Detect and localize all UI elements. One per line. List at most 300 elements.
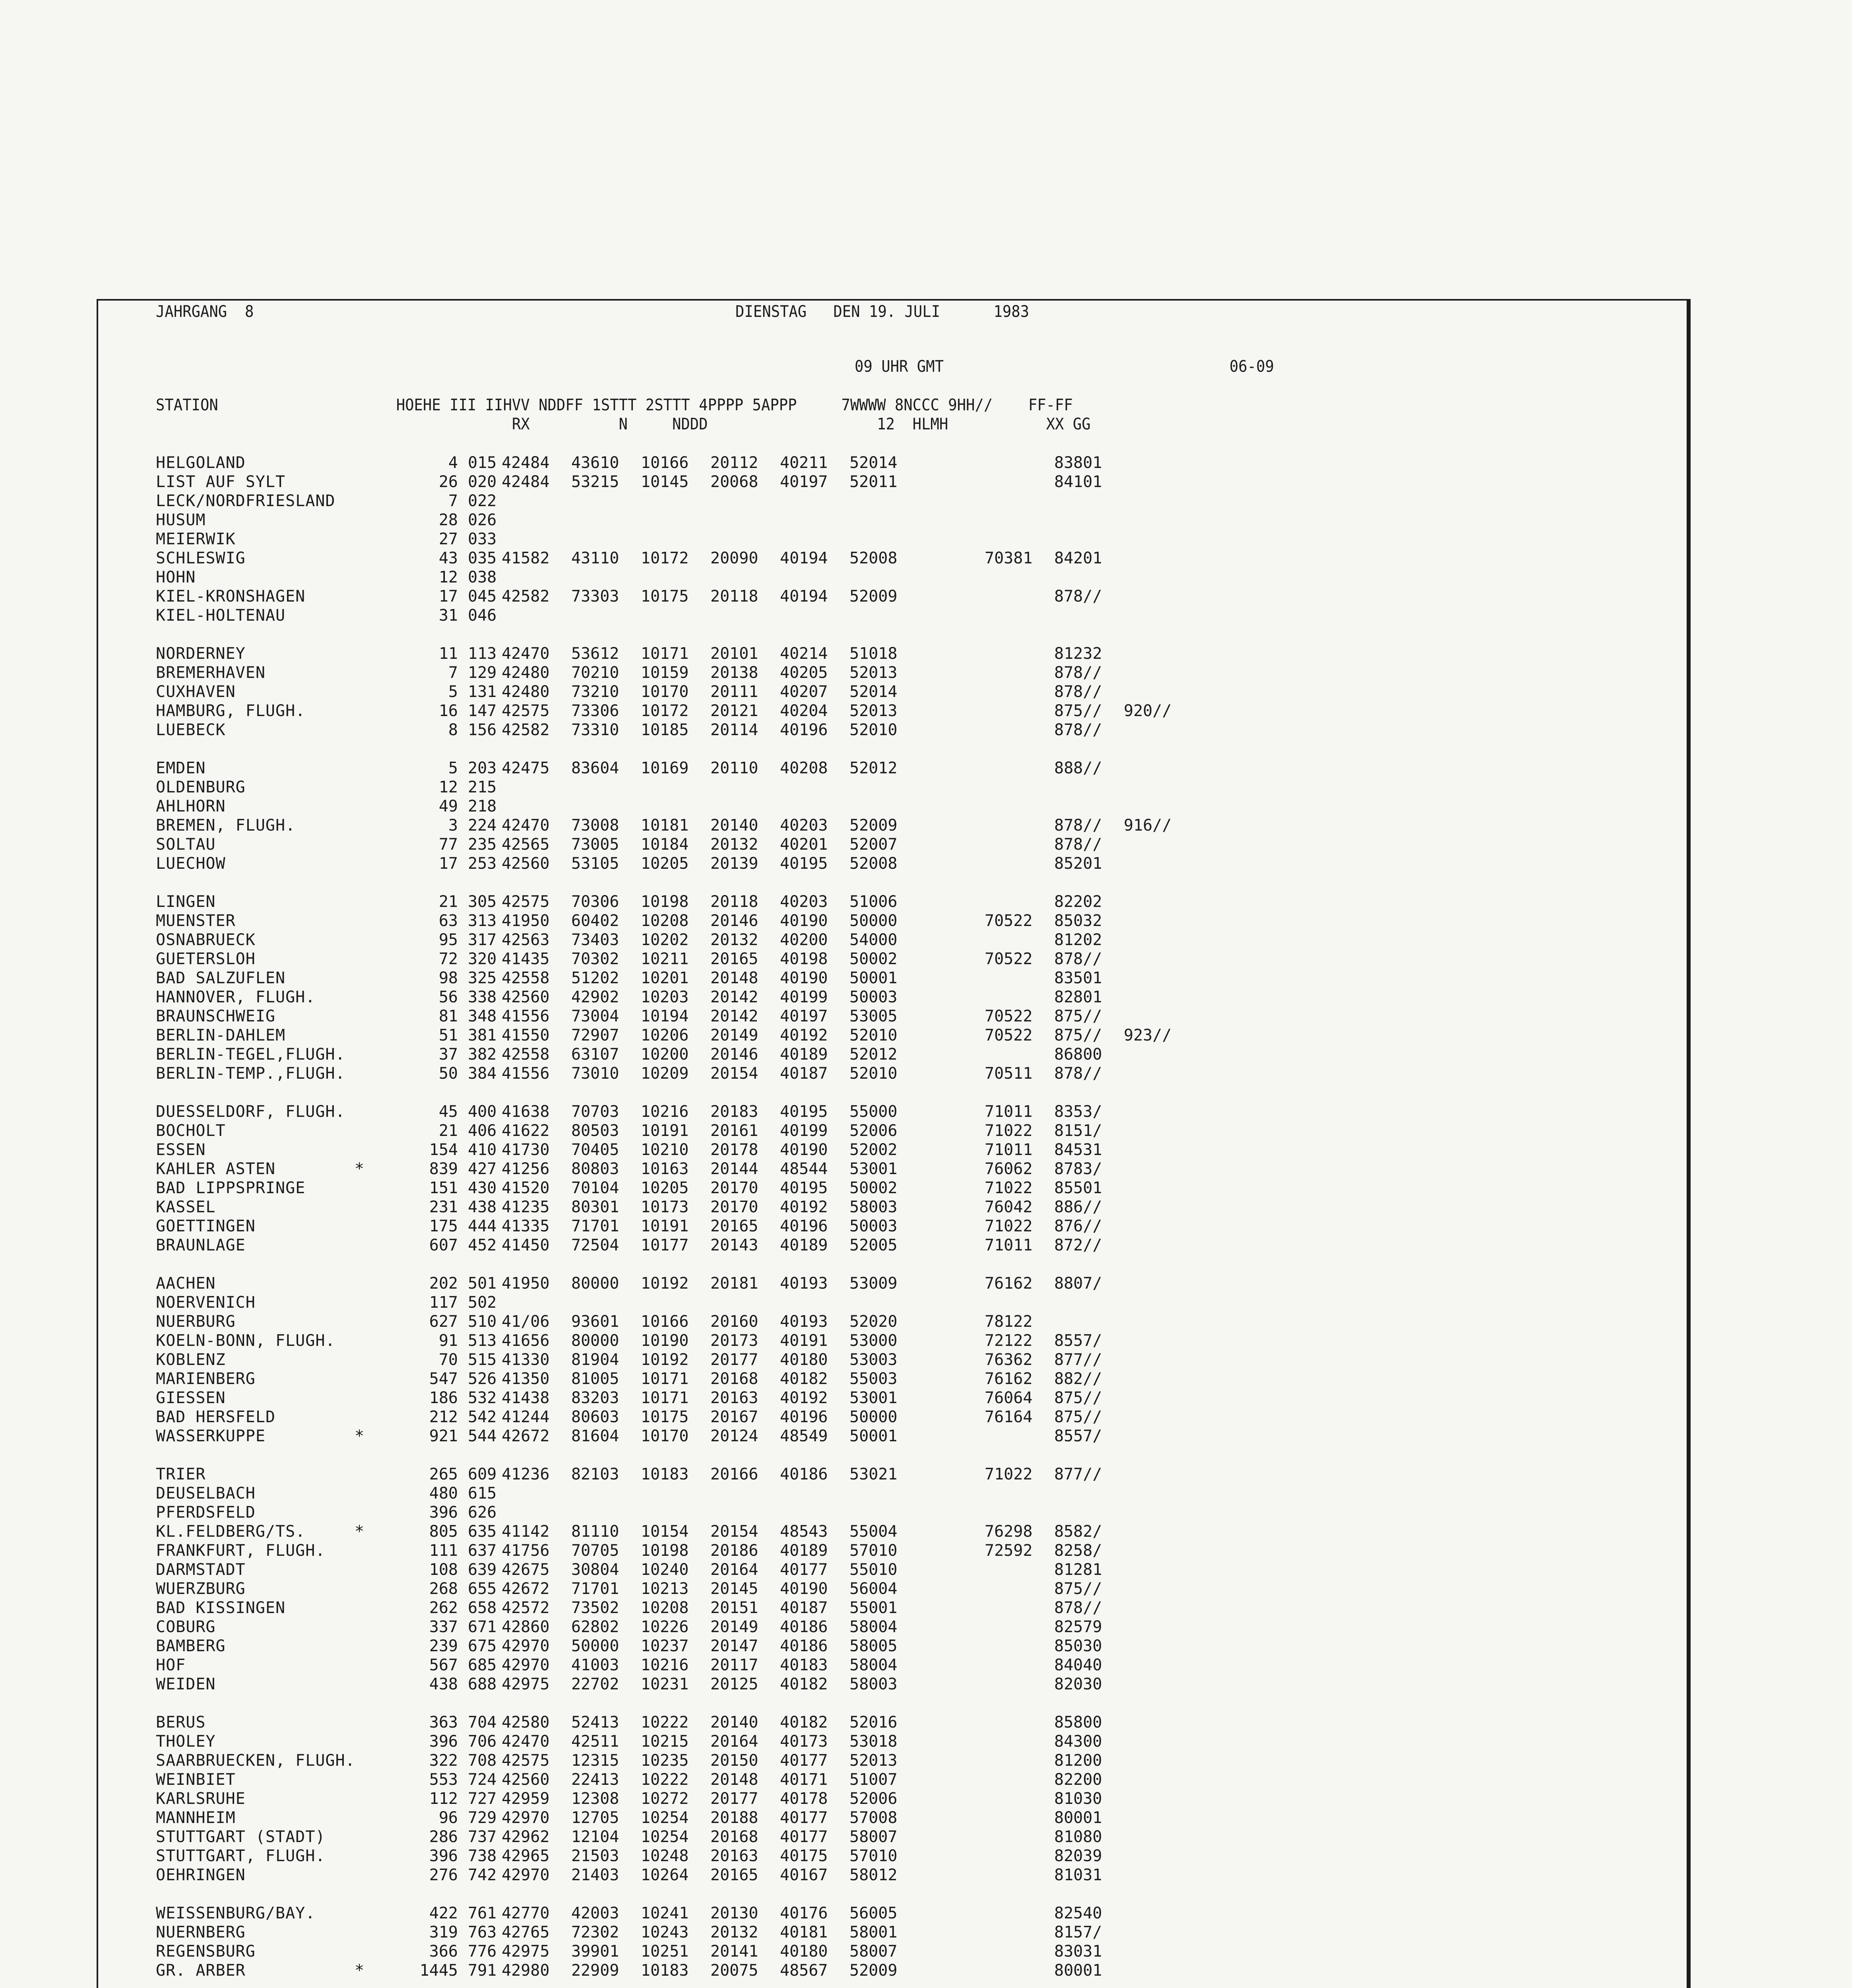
cell-iii: 776 bbox=[468, 1942, 497, 1961]
cell-iihvv: 42480 bbox=[502, 683, 550, 701]
cell-s4: 40197 bbox=[780, 473, 828, 491]
cell-iii: 671 bbox=[468, 1618, 497, 1636]
cell-s2: 20163 bbox=[710, 1389, 758, 1407]
cell-s8: 872// bbox=[1054, 1236, 1102, 1254]
cell-s5: 52006 bbox=[849, 1122, 898, 1140]
cell-nddff: 71701 bbox=[571, 1580, 619, 1598]
cell-s5: 52013 bbox=[849, 702, 898, 720]
cell-iihvv: 41556 bbox=[502, 1064, 550, 1083]
cell-iihvv: 42560 bbox=[502, 988, 550, 1006]
cell-hoehe: 154 bbox=[429, 1141, 458, 1159]
cell-nddff: 73403 bbox=[571, 931, 619, 949]
cell-hoehe: 56 bbox=[438, 988, 458, 1006]
cell-iii: 502 bbox=[468, 1293, 497, 1312]
cell-iii: 382 bbox=[468, 1045, 497, 1064]
cell-s1: 10184 bbox=[641, 835, 689, 854]
cell-s4: 40177 bbox=[780, 1828, 828, 1846]
cell-s4: 40190 bbox=[780, 1580, 828, 1598]
cell-s1: 10251 bbox=[641, 1942, 689, 1961]
cell-s8: 81080 bbox=[1054, 1828, 1102, 1846]
cell-iii: 658 bbox=[468, 1599, 497, 1617]
cell-nddff: 70703 bbox=[571, 1103, 619, 1121]
cell-s1: 10235 bbox=[641, 1751, 689, 1770]
cell-s1: 10172 bbox=[641, 549, 689, 567]
cell-iii: 045 bbox=[468, 587, 497, 606]
cell-s5: 58007 bbox=[849, 1942, 898, 1961]
cell-s2: 20142 bbox=[710, 1007, 758, 1025]
cell-s1: 10272 bbox=[641, 1790, 689, 1808]
cell-nddff: 43610 bbox=[571, 454, 619, 472]
cell-s1: 10171 bbox=[641, 1389, 689, 1407]
station-name: ESSEN bbox=[156, 1141, 206, 1159]
cell-nddff: 12104 bbox=[571, 1828, 619, 1846]
cell-s8: 83031 bbox=[1054, 1942, 1102, 1961]
cell-s2: 20140 bbox=[710, 1713, 758, 1732]
station-name: REGENSBURG bbox=[156, 1942, 256, 1961]
cell-hoehe: 438 bbox=[429, 1675, 458, 1693]
cell-iii: 035 bbox=[468, 549, 497, 567]
station-name: KASSEL bbox=[156, 1198, 216, 1216]
cell-hoehe: 96 bbox=[438, 1809, 458, 1827]
cell-iii: 305 bbox=[468, 893, 497, 911]
cell-iii: 501 bbox=[468, 1274, 497, 1293]
cell-s4: 48567 bbox=[780, 1961, 828, 1980]
cell-s4: 40200 bbox=[780, 931, 828, 949]
mountain-station-marker: * bbox=[355, 1961, 365, 1980]
cell-s4: 48549 bbox=[780, 1427, 828, 1445]
cell-iii: 320 bbox=[468, 950, 497, 968]
station-name: COBURG bbox=[156, 1618, 216, 1636]
cell-iihvv: 42558 bbox=[502, 1045, 550, 1064]
cell-s2: 20186 bbox=[710, 1541, 758, 1560]
cell-s4: 40189 bbox=[780, 1236, 828, 1254]
cell-s1: 10208 bbox=[641, 1599, 689, 1617]
cell-nddff: 83203 bbox=[571, 1389, 619, 1407]
cell-hoehe: 366 bbox=[429, 1942, 458, 1961]
cell-iihvv: 42980 bbox=[502, 1961, 550, 1980]
cell-iii: 381 bbox=[468, 1026, 497, 1044]
cell-s5: 53000 bbox=[849, 1332, 898, 1350]
station-name: NORDERNEY bbox=[156, 645, 246, 663]
cell-s7: 76298 bbox=[985, 1522, 1033, 1541]
cell-s4: 40195 bbox=[780, 1103, 828, 1121]
cell-s2: 20168 bbox=[710, 1370, 758, 1388]
cell-nddff: 71701 bbox=[571, 1217, 619, 1235]
cell-s1: 10254 bbox=[641, 1809, 689, 1827]
cell-hoehe: 3 bbox=[448, 816, 458, 835]
cell-s2: 20166 bbox=[710, 1465, 758, 1483]
cell-iihvv: 41556 bbox=[502, 1007, 550, 1025]
cell-iihvv: 41730 bbox=[502, 1141, 550, 1159]
cell-s8: 875// bbox=[1054, 1007, 1102, 1025]
cell-s5: 52010 bbox=[849, 721, 898, 739]
cell-iii: 203 bbox=[468, 759, 497, 777]
cell-nddff: 81604 bbox=[571, 1427, 619, 1445]
cell-nddff: 73008 bbox=[571, 816, 619, 835]
cell-nddff: 73502 bbox=[571, 1599, 619, 1617]
cell-iihvv: 41335 bbox=[502, 1217, 550, 1235]
cell-s7: 76362 bbox=[985, 1351, 1033, 1369]
cell-s1: 10191 bbox=[641, 1217, 689, 1235]
cell-iii: 763 bbox=[468, 1923, 497, 1941]
cell-iii: 113 bbox=[468, 645, 497, 663]
cell-iihvv: 42975 bbox=[502, 1675, 550, 1693]
cell-s8: 85032 bbox=[1054, 912, 1102, 930]
cell-iii: 131 bbox=[468, 683, 497, 701]
cell-s2: 20163 bbox=[710, 1847, 758, 1865]
cell-iii: 655 bbox=[468, 1580, 497, 1598]
cell-iii: 406 bbox=[468, 1122, 497, 1140]
cell-s5: 54000 bbox=[849, 931, 898, 949]
cell-s2: 20178 bbox=[710, 1141, 758, 1159]
cell-s7: 76162 bbox=[985, 1370, 1033, 1388]
cell-iihvv: 42962 bbox=[502, 1828, 550, 1846]
cell-s4: 40204 bbox=[780, 702, 828, 720]
cell-iii: 510 bbox=[468, 1312, 497, 1331]
cell-s5: 51007 bbox=[849, 1771, 898, 1789]
cell-iihvv: 42575 bbox=[502, 1751, 550, 1770]
cell-s2: 20148 bbox=[710, 969, 758, 987]
cell-iii: 235 bbox=[468, 835, 497, 854]
cell-hoehe: 70 bbox=[438, 1351, 458, 1369]
cell-s4: 40189 bbox=[780, 1541, 828, 1560]
cell-s4: 40173 bbox=[780, 1732, 828, 1751]
cell-s2: 20154 bbox=[710, 1522, 758, 1541]
cell-iii: 400 bbox=[468, 1103, 497, 1121]
cell-s8: 876// bbox=[1054, 1217, 1102, 1235]
cell-nddff: 52413 bbox=[571, 1713, 619, 1732]
cell-s5: 53009 bbox=[849, 1274, 898, 1293]
cell-s7: 76042 bbox=[985, 1198, 1033, 1216]
cell-s8: 8582/ bbox=[1054, 1522, 1102, 1541]
cell-s8: 878// bbox=[1054, 950, 1102, 968]
cell-iihvv: 42470 bbox=[502, 1732, 550, 1751]
cell-s8: 82030 bbox=[1054, 1675, 1102, 1693]
cell-nddff: 93601 bbox=[571, 1312, 619, 1331]
cell-s1: 10222 bbox=[641, 1713, 689, 1732]
cell-hoehe: 805 bbox=[429, 1522, 458, 1541]
cell-s4: 40186 bbox=[780, 1618, 828, 1636]
cell-s4: 40198 bbox=[780, 950, 828, 968]
cell-s2: 20160 bbox=[710, 1312, 758, 1331]
cell-iihvv: 42572 bbox=[502, 1599, 550, 1617]
station-name: WASSERKUPPE bbox=[156, 1427, 266, 1445]
cell-s1: 10145 bbox=[641, 473, 689, 491]
cell-s1: 10169 bbox=[641, 759, 689, 777]
cell-nddff: 21503 bbox=[571, 1847, 619, 1865]
observation-period: 06-09 bbox=[1229, 357, 1274, 376]
station-name: HAMBURG, FLUGH. bbox=[156, 702, 306, 720]
cell-s1: 10243 bbox=[641, 1923, 689, 1941]
cell-s8: 8353/ bbox=[1054, 1103, 1102, 1121]
cell-s2: 20164 bbox=[710, 1561, 758, 1579]
cell-hoehe: 286 bbox=[429, 1828, 458, 1846]
cell-s4: 40196 bbox=[780, 1408, 828, 1426]
cell-s5: 50002 bbox=[849, 950, 898, 968]
cell-iihvv: 41520 bbox=[502, 1179, 550, 1197]
cell-s1: 10206 bbox=[641, 1026, 689, 1044]
cell-iii: 325 bbox=[468, 969, 497, 987]
cell-s2: 20188 bbox=[710, 1809, 758, 1827]
cell-s2: 20151 bbox=[710, 1599, 758, 1617]
cell-s5: 50000 bbox=[849, 912, 898, 930]
cell-iii: 609 bbox=[468, 1465, 497, 1483]
cell-s4: 40180 bbox=[780, 1942, 828, 1961]
cell-hoehe: 202 bbox=[429, 1274, 458, 1293]
cell-s8: 8783/ bbox=[1054, 1160, 1102, 1178]
cell-s8: 875// bbox=[1054, 1389, 1102, 1407]
cell-iii: 526 bbox=[468, 1370, 497, 1388]
station-name: WUERZBURG bbox=[156, 1580, 246, 1598]
cell-nddff: 81110 bbox=[571, 1522, 619, 1541]
cell-s1: 10154 bbox=[641, 1522, 689, 1541]
cell-s8: 85800 bbox=[1054, 1713, 1102, 1732]
cell-s2: 20146 bbox=[710, 1045, 758, 1064]
cell-iihvv: 42580 bbox=[502, 1713, 550, 1732]
cell-iihvv: 42770 bbox=[502, 1904, 550, 1922]
cell-iihvv: 41582 bbox=[502, 549, 550, 567]
cell-s8: 84201 bbox=[1054, 549, 1102, 567]
cell-hoehe: 49 bbox=[438, 797, 458, 815]
cell-s2: 20101 bbox=[710, 645, 758, 663]
cell-s7: 70381 bbox=[985, 549, 1033, 567]
cell-s8: 878// bbox=[1054, 664, 1102, 682]
cell-s5: 52008 bbox=[849, 549, 898, 567]
cell-s8: 80001 bbox=[1054, 1961, 1102, 1980]
mountain-station-marker: * bbox=[355, 1160, 365, 1178]
cell-iii: 147 bbox=[468, 702, 497, 720]
cell-s4: 40182 bbox=[780, 1713, 828, 1732]
cell-hoehe: 95 bbox=[438, 931, 458, 949]
cell-s4: 40194 bbox=[780, 549, 828, 567]
cell-s8: 8557/ bbox=[1054, 1427, 1102, 1445]
cell-s2: 20132 bbox=[710, 1923, 758, 1941]
cell-iii: 635 bbox=[468, 1522, 497, 1541]
cell-iii: 738 bbox=[468, 1847, 497, 1865]
cell-nddff: 70705 bbox=[571, 1541, 619, 1560]
station-name: KOELN-BONN, FLUGH. bbox=[156, 1332, 335, 1350]
station-name: BOCHOLT bbox=[156, 1122, 226, 1140]
cell-s2: 20146 bbox=[710, 912, 758, 930]
cell-hoehe: 17 bbox=[438, 587, 458, 606]
cell-s2: 20118 bbox=[710, 893, 758, 911]
cell-iii: 685 bbox=[468, 1656, 497, 1674]
cell-nddff: 63107 bbox=[571, 1045, 619, 1064]
cell-s1: 10177 bbox=[641, 1236, 689, 1254]
cell-s2: 20170 bbox=[710, 1179, 758, 1197]
cell-iii: 215 bbox=[468, 778, 497, 796]
station-name: WEINBIET bbox=[156, 1771, 236, 1789]
cell-s1: 10166 bbox=[641, 1312, 689, 1331]
cell-s4: 40197 bbox=[780, 1007, 828, 1025]
cell-nddff: 60402 bbox=[571, 912, 619, 930]
cell-s1: 10201 bbox=[641, 969, 689, 987]
cell-s8: 85501 bbox=[1054, 1179, 1102, 1197]
cell-s8: 84300 bbox=[1054, 1732, 1102, 1751]
cell-s8: 875// bbox=[1054, 1408, 1102, 1426]
cell-iii: 724 bbox=[468, 1771, 497, 1789]
cell-s4: 40187 bbox=[780, 1064, 828, 1083]
observation-time: 09 UHR GMT bbox=[855, 357, 944, 376]
cell-s9: 916// bbox=[1124, 816, 1172, 835]
station-name: SCHLESWIG bbox=[156, 549, 246, 567]
cell-s4: 40199 bbox=[780, 988, 828, 1006]
cell-nddff: 80000 bbox=[571, 1332, 619, 1350]
station-name: STUTTGART (STADT) bbox=[156, 1828, 326, 1846]
cell-iihvv: 41950 bbox=[502, 912, 550, 930]
cell-s2: 20141 bbox=[710, 1942, 758, 1961]
cell-iihvv: 42475 bbox=[502, 759, 550, 777]
cell-iihvv: 42675 bbox=[502, 1561, 550, 1579]
cell-hoehe: 175 bbox=[429, 1217, 458, 1235]
cell-iii: 384 bbox=[468, 1064, 497, 1083]
cell-s7: 71011 bbox=[985, 1236, 1033, 1254]
cell-s9: 920// bbox=[1124, 702, 1172, 720]
cell-nddff: 72302 bbox=[571, 1923, 619, 1941]
cell-hoehe: 268 bbox=[429, 1580, 458, 1598]
cell-s2: 20132 bbox=[710, 931, 758, 949]
cell-nddff: 81005 bbox=[571, 1370, 619, 1388]
station-name: KL.FELDBERG/TS. bbox=[156, 1522, 306, 1541]
cell-iii: 737 bbox=[468, 1828, 497, 1846]
cell-s8: 886// bbox=[1054, 1198, 1102, 1216]
cell-iihvv: 42575 bbox=[502, 893, 550, 911]
cell-s2: 20177 bbox=[710, 1790, 758, 1808]
station-name: HOF bbox=[156, 1656, 186, 1674]
cell-hoehe: 7 bbox=[448, 664, 458, 682]
cell-hoehe: 21 bbox=[438, 893, 458, 911]
station-name: BREMEN, FLUGH. bbox=[156, 816, 296, 835]
cell-s2: 20125 bbox=[710, 1675, 758, 1693]
cell-s8: 83801 bbox=[1054, 454, 1102, 472]
cell-iihvv: 41438 bbox=[502, 1389, 550, 1407]
cell-iii: 038 bbox=[468, 568, 497, 586]
cell-iii: 427 bbox=[468, 1160, 497, 1178]
cell-iii: 544 bbox=[468, 1427, 497, 1445]
cell-hoehe: 239 bbox=[429, 1637, 458, 1655]
cell-iihvv: 42582 bbox=[502, 587, 550, 606]
cell-s4: 40201 bbox=[780, 835, 828, 854]
cell-iii: 430 bbox=[468, 1179, 497, 1197]
cell-iihvv: 41235 bbox=[502, 1198, 550, 1216]
cell-hoehe: 231 bbox=[429, 1198, 458, 1216]
cell-s8: 877// bbox=[1054, 1465, 1102, 1483]
cell-s5: 52014 bbox=[849, 683, 898, 701]
station-name: GR. ARBER bbox=[156, 1961, 246, 1980]
cell-s7: 70522 bbox=[985, 1007, 1033, 1025]
station-name: SAARBRUECKEN, FLUGH. bbox=[156, 1751, 355, 1770]
mountain-station-marker: * bbox=[355, 1522, 365, 1541]
cell-s7: 76062 bbox=[985, 1160, 1033, 1178]
cell-iihvv: 42560 bbox=[502, 1771, 550, 1789]
cell-hoehe: 81 bbox=[438, 1007, 458, 1025]
cell-hoehe: 607 bbox=[429, 1236, 458, 1254]
cell-iii: 708 bbox=[468, 1751, 497, 1770]
station-name: HUSUM bbox=[156, 511, 206, 529]
station-name: BAD HERSFELD bbox=[156, 1408, 275, 1426]
cell-s8: 86800 bbox=[1054, 1045, 1102, 1064]
cell-nddff: 80301 bbox=[571, 1198, 619, 1216]
cell-s1: 10175 bbox=[641, 587, 689, 606]
station-name: BAMBERG bbox=[156, 1637, 226, 1655]
cell-iihvv: 41622 bbox=[502, 1122, 550, 1140]
cell-s2: 20161 bbox=[710, 1122, 758, 1140]
cell-s2: 20177 bbox=[710, 1351, 758, 1369]
cell-s1: 10170 bbox=[641, 683, 689, 701]
cell-iihvv: 42558 bbox=[502, 969, 550, 987]
cell-nddff: 80603 bbox=[571, 1408, 619, 1426]
cell-nddff: 72907 bbox=[571, 1026, 619, 1044]
cell-iihvv: 42563 bbox=[502, 931, 550, 949]
cell-s4: 40190 bbox=[780, 912, 828, 930]
cell-s8: 80001 bbox=[1054, 1809, 1102, 1827]
cell-iii: 637 bbox=[468, 1541, 497, 1560]
cell-iihvv: 41236 bbox=[502, 1465, 550, 1483]
cell-s2: 20165 bbox=[710, 1217, 758, 1235]
cell-hoehe: 1445 bbox=[419, 1961, 458, 1980]
cell-iihvv: 42470 bbox=[502, 816, 550, 835]
cell-s2: 20068 bbox=[710, 473, 758, 491]
cell-s1: 10185 bbox=[641, 721, 689, 739]
station-name: BRAUNSCHWEIG bbox=[156, 1007, 275, 1025]
cell-s2: 20132 bbox=[710, 835, 758, 854]
station-name: BAD SALZUFLEN bbox=[156, 969, 286, 987]
station-name: EMDEN bbox=[156, 759, 206, 777]
cell-s5: 58004 bbox=[849, 1618, 898, 1636]
cell-s8: 878// bbox=[1054, 721, 1102, 739]
cell-s1: 10216 bbox=[641, 1656, 689, 1674]
cell-s2: 20090 bbox=[710, 549, 758, 567]
cell-s2: 20147 bbox=[710, 1637, 758, 1655]
cell-nddff: 21403 bbox=[571, 1866, 619, 1884]
cell-hoehe: 37 bbox=[438, 1045, 458, 1064]
cell-s5: 52009 bbox=[849, 1961, 898, 1980]
cell-hoehe: 396 bbox=[429, 1847, 458, 1865]
cell-s4: 40178 bbox=[780, 1790, 828, 1808]
cell-s2: 20121 bbox=[710, 702, 758, 720]
cell-s4: 40195 bbox=[780, 854, 828, 873]
cell-iii: 218 bbox=[468, 797, 497, 815]
cell-s8: 85201 bbox=[1054, 854, 1102, 873]
cell-s1: 10171 bbox=[641, 1370, 689, 1388]
cell-s5: 58005 bbox=[849, 1637, 898, 1655]
cell-hoehe: 319 bbox=[429, 1923, 458, 1941]
cell-s5: 57010 bbox=[849, 1847, 898, 1865]
cell-s1: 10205 bbox=[641, 1179, 689, 1197]
cell-nddff: 70306 bbox=[571, 893, 619, 911]
cell-s8: 882// bbox=[1054, 1370, 1102, 1388]
cell-s4: 40193 bbox=[780, 1312, 828, 1331]
cell-iii: 046 bbox=[468, 606, 497, 625]
cell-hoehe: 262 bbox=[429, 1599, 458, 1617]
station-name: GOETTINGEN bbox=[156, 1217, 256, 1235]
cell-s2: 20118 bbox=[710, 587, 758, 606]
cell-hoehe: 12 bbox=[438, 778, 458, 796]
cell-hoehe: 337 bbox=[429, 1618, 458, 1636]
cell-iii: 348 bbox=[468, 1007, 497, 1025]
cell-s2: 20148 bbox=[710, 1771, 758, 1789]
cell-s5: 52010 bbox=[849, 1026, 898, 1044]
cell-hoehe: 567 bbox=[429, 1656, 458, 1674]
cell-s2: 20181 bbox=[710, 1274, 758, 1293]
station-name: THOLEY bbox=[156, 1732, 216, 1751]
station-name: OLDENBURG bbox=[156, 778, 246, 796]
cell-s5: 51006 bbox=[849, 893, 898, 911]
station-name: HOHN bbox=[156, 568, 196, 586]
cell-s1: 10241 bbox=[641, 1904, 689, 1922]
cell-s1: 10203 bbox=[641, 988, 689, 1006]
cell-s7: 76164 bbox=[985, 1408, 1033, 1426]
